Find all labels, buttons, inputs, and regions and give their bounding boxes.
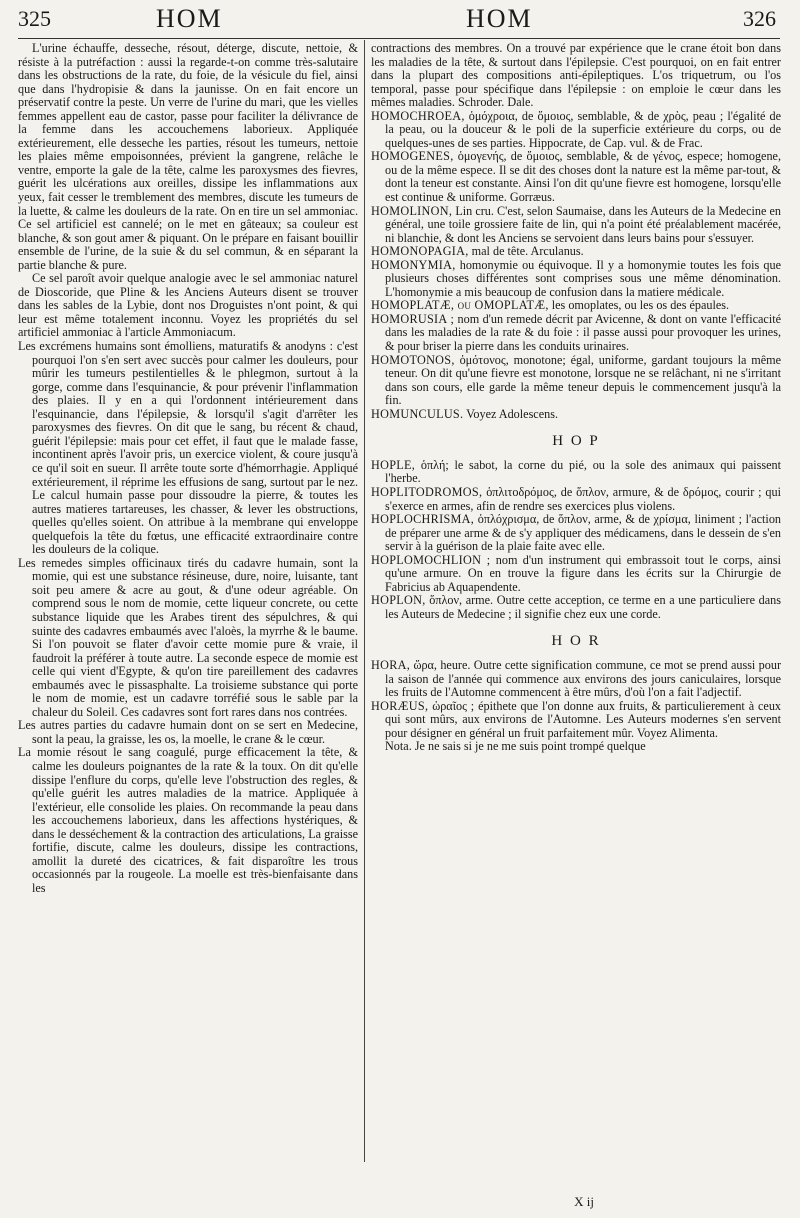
entry-definition: mal de tête. Arculanus. — [471, 244, 584, 259]
entry-headword: HORA, — [371, 657, 411, 672]
dictionary-entry — [371, 513, 781, 554]
entry-definition: nom d'un instrument qui embrassoit tout le corps, ainsi qu'une armure. On en trouve la figure dans les écrits sur la Chirurgie de Fabricius ab Aquapendente. — [385, 552, 782, 594]
page-number-left: 325 — [18, 6, 51, 31]
dictionary-entry — [371, 259, 781, 300]
dictionary-entry — [371, 205, 781, 246]
entry-definition: nom d'un remede décrit par Avicenne, & dont on vante l'efficacité dans les maladies de la rate & du foie : il passe aussi pour provoquer les urines, & pour briser la pierre dans les conduits urinaires. — [385, 311, 782, 354]
entry-definition: homonymie ou équivoque. Il y a homonymie toutes les fois que plusieurs choses différentes sont comprises sous une même dénomination. L'homonymie a mis beaucoup de confusion dans la matiere médicale. — [385, 257, 781, 299]
dictionary-entry — [371, 486, 781, 513]
entry-definition: Voyez Adolescens. — [466, 406, 559, 421]
header-rule — [18, 38, 780, 39]
running-head-left: HOM — [156, 4, 223, 33]
entry-headword: HOMOPLATÆ, ou OMOPLATÆ, — [371, 298, 549, 313]
dictionary-entry — [371, 313, 781, 354]
entry-headword: HOPLE, — [371, 457, 416, 472]
entry-definition: ὁπλή; le sabot, la corne du pié, ou la sole des animaux qui paissent l'herbe. — [385, 457, 782, 486]
dictionary-entry — [371, 459, 781, 486]
paragraph: Les autres parties du cadavre humain dont on se sert en Medecine, sont la peau, la graisse, les os, la moelle, le crane & le cœur. — [18, 718, 358, 746]
dictionary-entry — [371, 408, 781, 422]
section-heading: H O P — [552, 433, 600, 450]
entry-headword: HOPLOCHRISMA, — [371, 512, 475, 527]
paragraph: Les excrémens humains sont émolliens, maturatifs & anodyns : c'est pourquoi l'on s'en sert avec succès pour calmer les douleurs, pour mûrir les tumeurs pestilentielles & le phlegmon, surtout à la gorge, comme dans l'esquinancie, & pour prévenir l'inflammation des plaies. Il y en a qui l'ordonnent intérieurement dans l'esquinancie, dans l'épilepsie, & lorsqu'il s'agit d'arrêter les paroxysmes des fievres. On dit que le sang, bu récent & chaud, guérit l'épilepsie: mais pour cet effet, il faut que le malade fasse, incontinent après l'avoir pris, un exercice violent, & coure jusqu'à ce qu'il soit en sueur. Il arrête toute sorte d'hémorrhagie. Appliqué extérieurement, il réprime les effusions de sang, surtout par le nez. Le calcul humain passe pour dissoudre la pierre, & toutes les autres matieres tartareuses, les chasser, & lever les obstructions, quelles qu'elles soient. On attribue à la membrane qui enveloppe quelquefois la tête du fœtus, une efficacité extraordinaire contre les douleurs de la colique. — [18, 339, 358, 557]
paragraph: L'urine échauffe, desseche, résout, déterge, discute, nettoie, & résiste à la putréfaction : aussi la regarde-t-on comme très-salutaire dans les obstructions de la rate, du foie, de la vésicule du fiel, ainsi que dans l'hydropisie & dans la jaunisse. On en fait encore un préservatif contre la peste. Un verre de l'urine du mari, que les vielles femmes appellent eau de castor, passe pour faciliter la délivrance de la femme dans les accouchemens laborieux. Appliquée extérieurement, elle desseche les parties, résout les tumeurs, nettoie les plaies même empoisonnées, prévient la gangrene, relâche le ventre, emporte la gale de la tête, calme les paroxysmes des fievres, guérit les ulcérations aux oreilles, dissipe les inflammations aux yeux, fait cesser le tremblement des membres, discute les tumeurs de la luette, & calme les douleurs de la rate. On en tire un sel ammoniac. Ce sel artificiel est cannelé; on le met en gâteaux; sa couleur est blanche, & son gout amer & piquant. On le prépare en faisant bouillir ensemble de l'urine, de la suie & du sel commun, & en séparant la partie blanche & pure. — [18, 41, 358, 272]
paragraph: contractions des membres. On a trouvé par expérience que le crane étoit bon dans les maladies de la tête, & surtout dans l'épilepsie. C'est pourquoi, on en fait entrer dans la plupart des compositions anti-épileptiques. L'os triquetrum, ou l'os temporal, passe pour spécifique dans l'épilepsie : on emploie le cœur dans les mêmes maladies. Schroder. Dale. — [371, 41, 781, 110]
dictionary-entry — [371, 554, 781, 595]
dictionary-entry — [371, 354, 781, 408]
entry-headword: HOMOLINON, — [371, 203, 453, 218]
entry-definition: ὥρα, heure. Outre cette signification commune, ce mot se prend aussi pour la saison de l'année qui commence aux environs des jours caniculaires, lorsque les fruits de l'Automne commencent à être mûrs, d'où l'on a fait l'adjectif. — [385, 657, 781, 700]
entry-headword: HOPLON, — [371, 593, 426, 608]
paragraph: La momie résout le sang coagulé, purge efficacement la tête, & calme les douleurs poignantes de la rate & la toux. On dit qu'elle dissipe l'enflure du corps, qu'elle leve l'obstruction des regles, & qu'elle guérit les autres maladies de la matrice. Appliquée à l'extérieur, elle consolide les plaies. On recommande la peau dans les accouchemens laborieux, dans les affections hystériques, & dans le desséchement & la contraction des articulations, La graisse fortifie, discute, calme les douleurs, dissipe les contractions, amollit la dureté des cicatrices, & fait disparoître les trous occasionnés par la rougeole. La moelle est très-bienfaisante dans les — [18, 745, 358, 895]
entry-headword: HOMOGENES, — [371, 149, 454, 164]
entry-headword: HOMOTONOS, — [371, 352, 455, 367]
entry-definition: ὁπλόχρισμα, de ὅπλον, arme, & de χρίσμα, liniment ; l'action de préparer une arme & de s'y appliquer des médicamens, dans le dessein de s'en servir à la guérison de la plaie faite avec elle. — [385, 512, 782, 554]
entry-headword: HORÆUS, — [371, 698, 429, 713]
entry-definition: Lin cru. C'est, selon Saumaise, dans les Auteurs de la Medecine en général, une toile grossiere faite de lin, qui n'a point été préalablement macérée, ni blanchie, & dont les Anciens se servoient dans leurs bains pour s'essuyer. — [385, 203, 781, 245]
entry-definition: les omoplates, ou les os des épaules. — [551, 298, 730, 313]
paragraph: Ce sel paroît avoir quelque analogie avec le sel ammoniac naturel de Dioscoride, que Pline & les Anciens Auteurs disent se trouver dans les sables de la Lybie, dont nos Droguistes n'ont point, & qui leur est même totalement inconnu. Voyez les propriétés du sel artificiel ammoniac à l'article Ammoniacum. — [18, 271, 358, 340]
running-head-right: HOM — [466, 4, 533, 33]
entry-definition: ὁμόχροια, de ὅμοιος, semblable, & de χρὸς, peau ; l'égalité de la peau, ou la douceur & le poli de la superficie extérieure du corps, ou de quelques-unes de ses parties. Hippocrate, de Cap. vul. & de Frac. — [385, 108, 781, 150]
signature-mark: X ij — [574, 1194, 594, 1209]
entry-definition: ὁπλιτοδρόμος, de ὅπλον, armure, & de δρόμος, courir ; qui s'exerce en armes, afin de rendre ses exercices plus violens. — [385, 484, 782, 513]
dictionary-entry — [371, 245, 781, 259]
dictionary-entry — [371, 299, 781, 313]
dictionary-entry — [371, 594, 781, 621]
entry-headword: HOMONYMIA, — [371, 257, 456, 272]
page-number-right: 326 — [743, 6, 776, 31]
column-divider — [364, 40, 365, 1162]
left-column — [18, 42, 358, 895]
dictionary-entry — [371, 110, 781, 151]
entry-headword: HOMUNCULUS. — [371, 406, 464, 421]
paragraph: Nota. Je ne sais si je ne me suis point trompé quelque — [385, 739, 646, 754]
dictionary-entry — [371, 700, 781, 741]
entry-headword: HOMORUSIA ; — [371, 311, 455, 326]
entry-headword: HOPLITODROMOS, — [371, 484, 483, 499]
paragraph: Les remedes simples officinaux tirés du cadavre humain, sont la momie, qui est une substance résineuse, dure, noire, luisante, tant soit peu amere & acre au gout, & d'une odeur agréable. On comprend sous le nom de momie, cette liqueur concrete, ou cette substance liquide que les Arabes tirent des sépulchres, & qui suinte des cadavres embaumés avec l'aloès, la myrrhe & le baume. Si l'on pouvoit se flater d'avoir cette momie pure & vraie, il faudroit la préférer à toute autre. La seconde espece de momie est celle qui vient d'Egypte, & qu'on tire pareillement des cadavres embaumés avec le pissasphalte. La troisieme substance qui porte le nom de momie, est un cadavre torréfié sous le sable par la chaleur du Soleil. Ces cadavres sont fort rares dans nos contrées. — [18, 555, 358, 719]
entry-definition: ὁμογενής, de ὅμοιος, semblable, & de γένος, espece; homogene, ou de la même espece. Il se dit des choses dont la nature est la même par-tout, & dont la teneur est constante. Ainsi l'on dit qu'une fievre est homogene, lorsqu'elle est continue & uniforme. Gorræus. — [385, 149, 781, 205]
dictionary-entry — [371, 659, 781, 700]
entry-headword: HOMOCHROEA, — [371, 108, 465, 123]
entry-headword: HOMONOPAGIA, — [371, 244, 469, 259]
dictionary-entry — [371, 150, 781, 204]
entry-definition: ὁμότονος, monotone; égal, uniforme, gardant toujours la même teneur. On dit qu'une fievre est monotone, lorsque ne se relâchant, ni ne s'irritant dans son cours, elle garde la même teneur depuis le commencement jusqu'à la fin. — [385, 352, 781, 408]
entry-headword: HOPLOMOCHLION ; — [371, 552, 491, 567]
entry-definition: ὡραῖος ; épithete que l'on donne aux fruits, & particulierement à ceux qui sont mûrs, aux environs de l'Automne. Les Auteurs modernes s'en servent pour désigner en général un fruit parfaitement mûr. Voyez Alimenta. — [385, 698, 782, 740]
section-heading: H O R — [551, 633, 601, 650]
right-column — [371, 42, 781, 754]
entry-definition: ὅπλον, arme. Outre cette acception, ce terme en a une particuliere dans les Auteurs de Medecine ; il signifie chez eux une corde. — [385, 593, 781, 621]
